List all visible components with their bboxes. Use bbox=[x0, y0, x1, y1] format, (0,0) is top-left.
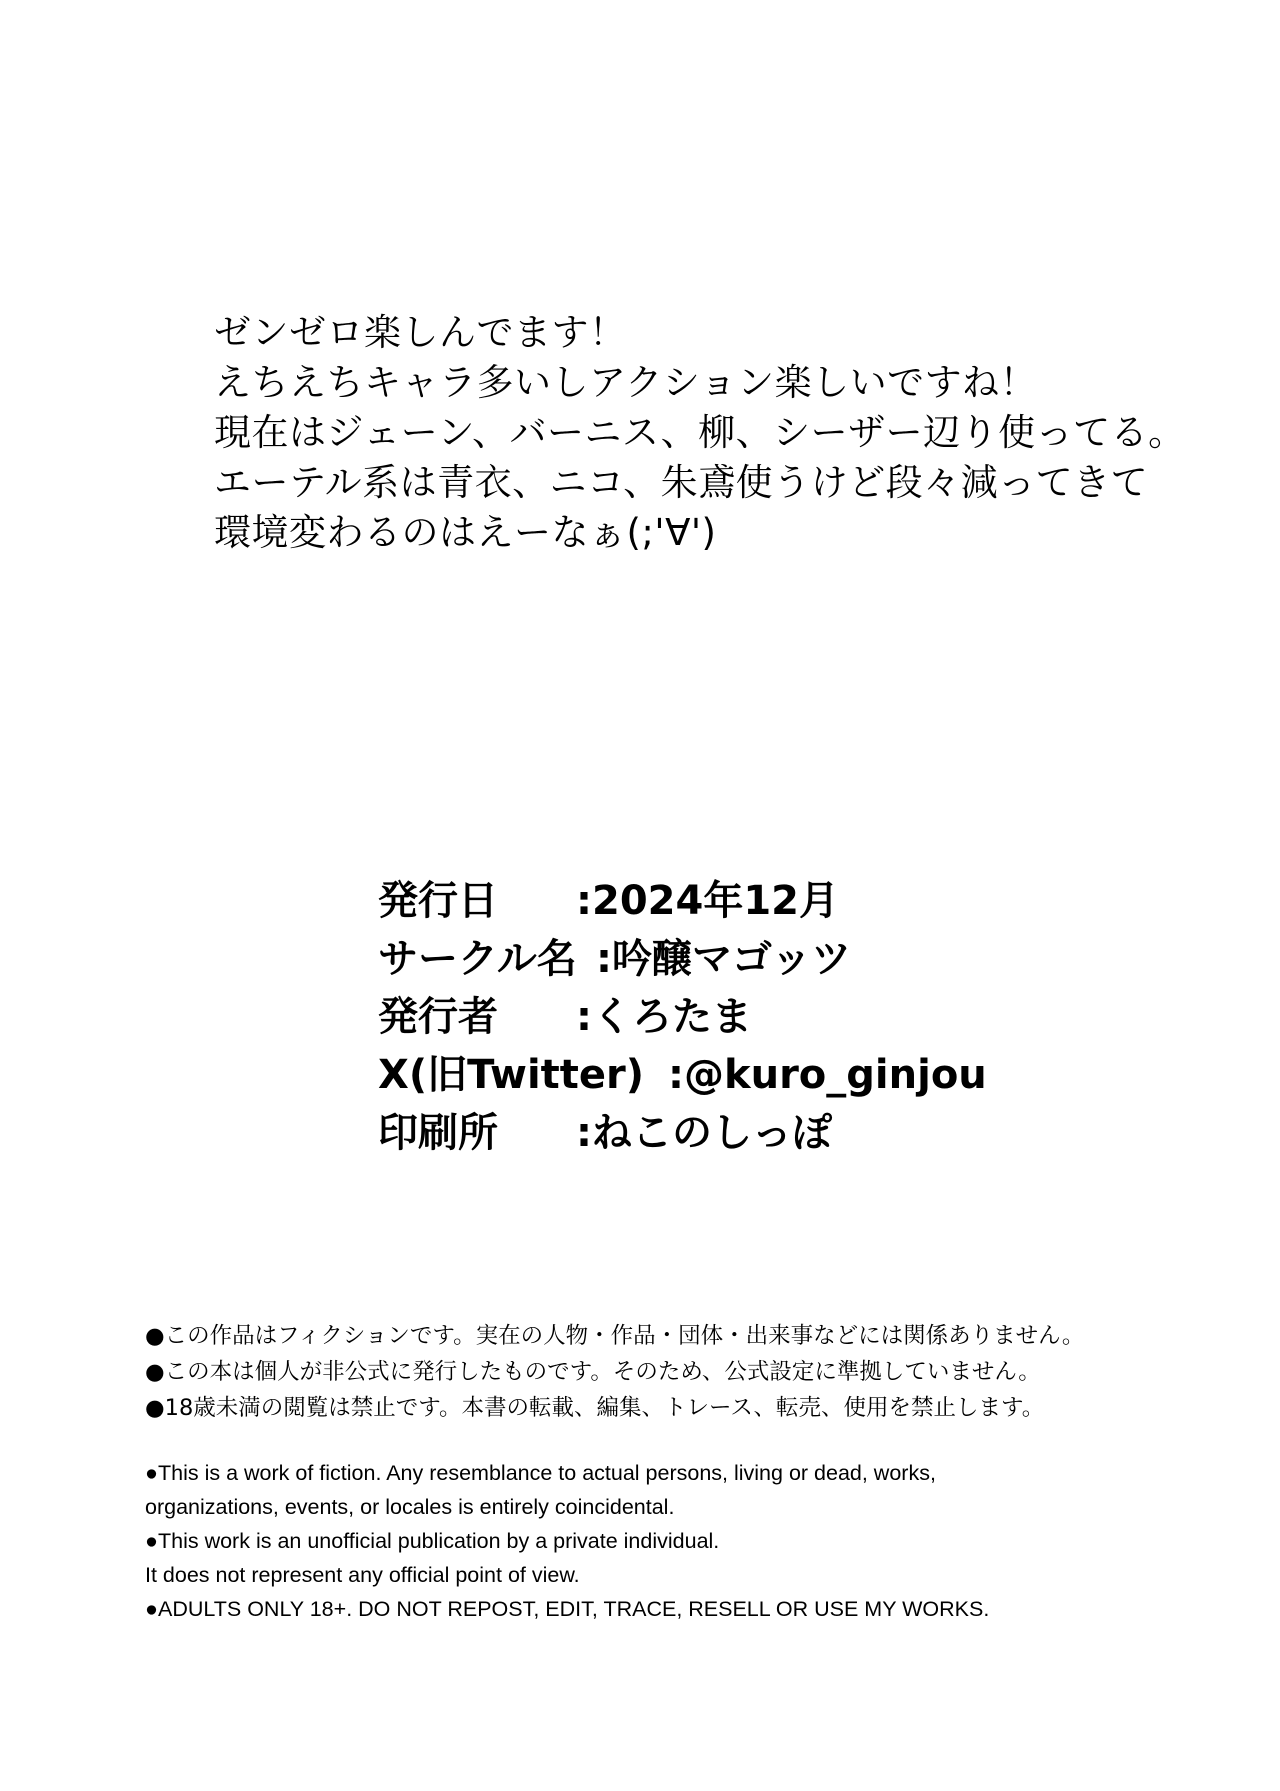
afterword-line: えちえちキャラ多いしアクション楽しいですね！ bbox=[214, 361, 1038, 404]
disclaimer-line: ●This is a work of fiction. Any resemblance to actual persons, living or dead, works, bbox=[145, 1461, 936, 1485]
colophon-value: :ねこのしっぽ bbox=[576, 1110, 832, 1156]
disclaimer-line: ●18歳未満の閲覧は禁止です。本書の転載、編集、トレース、転売、使用を禁止します。 bbox=[145, 1395, 1045, 1421]
disclaimer-japanese bbox=[145, 1318, 1145, 1426]
afterword-line: エーテル系は青衣、ニコ、朱鳶使うけど段々減ってきて bbox=[214, 461, 1149, 504]
afterword-message bbox=[214, 308, 1186, 558]
colophon-label: 発行者 bbox=[378, 994, 498, 1040]
disclaimer-line: ●この作品はフィクションです。実在の人物・作品・団体・出来事などには関係ありません。 bbox=[145, 1323, 1085, 1349]
afterword-line: ゼンゼロ楽しんでます！ bbox=[214, 311, 627, 354]
afterword-line: 環境変わるのはえーなぁ(;'∀') bbox=[214, 511, 717, 554]
disclaimer-line: ●この本は個人が非公式に発行したものです。そのため、公式設定に準拠していません。 bbox=[145, 1359, 1041, 1385]
afterword-line: 現在はジェーン、バーニス、柳、シーザー辺り使ってる。 bbox=[214, 411, 1186, 454]
disclaimer-line: It does not represent any official point of view. bbox=[145, 1563, 580, 1587]
disclaimer-line: ●ADULTS ONLY 18+. DO NOT REPOST, EDIT, TRACE, RESELL OR USE MY WORKS. bbox=[145, 1597, 990, 1621]
colophon-label: サークル名 bbox=[378, 936, 577, 982]
disclaimer-line: ●This work is an unofficial publication by a private individual. bbox=[145, 1529, 720, 1553]
colophon-value: :吟醸マゴッツ bbox=[596, 936, 852, 982]
colophon-row-publisher bbox=[378, 988, 1138, 1046]
disclaimer-english bbox=[145, 1456, 1145, 1626]
colophon-row-x-account bbox=[378, 1046, 1138, 1104]
disclaimer-line: organizations, events, or locales is entirely coincidental. bbox=[145, 1495, 675, 1519]
colophon-label: X(旧Twitter) bbox=[378, 1052, 645, 1098]
colophon-label: 印刷所 bbox=[378, 1110, 498, 1156]
colophon-row-publish-date bbox=[378, 872, 1138, 930]
colophon-row-printer bbox=[378, 1104, 1138, 1162]
colophon-value: :2024年12月 bbox=[576, 878, 839, 924]
colophon-row-circle-name bbox=[378, 930, 1138, 988]
colophon bbox=[378, 872, 1138, 1162]
colophon-value: :くろたま bbox=[576, 994, 752, 1040]
colophon-label: 発行日 bbox=[378, 878, 498, 924]
colophon-value: :@kuro_ginjou bbox=[668, 1052, 987, 1098]
